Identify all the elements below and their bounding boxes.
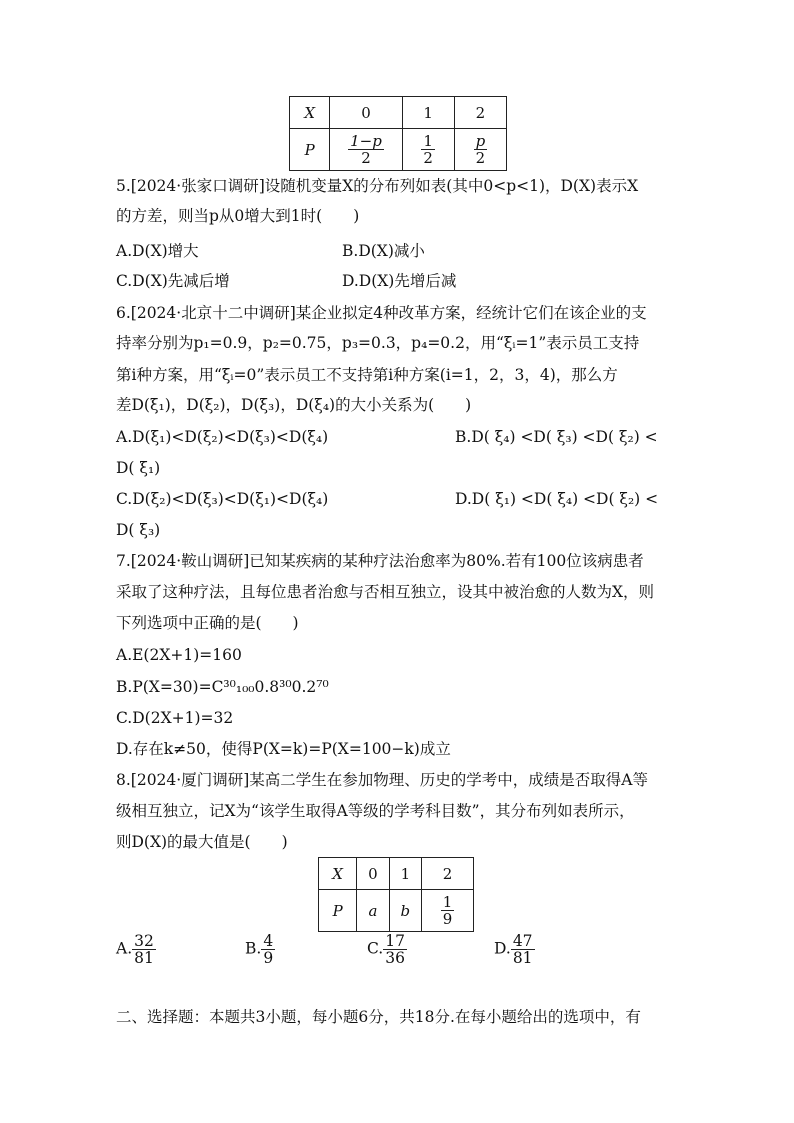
q7-option-c: C.D(2X+1)=32 <box>116 709 234 727</box>
q8-option-d: D. $\frac{47}{81}$ <box>494 932 533 967</box>
q7-option-b: B.P(X=30)=C³⁰₁₀₀0.8³⁰0.2⁷⁰ <box>116 678 329 696</box>
q5-option-c: C.D(X)先减后增 <box>116 272 230 290</box>
q7-option-d: D.存在k≠50，使得P(X=k)=P(X=100−k)成立 <box>116 740 451 758</box>
q6-option-d-line1: D.D( ξ₁) <D( ξ₄) <D( ξ₂) < <box>455 490 659 508</box>
q7-stem-line2: 采取了这种疗法，且每位患者治愈与否相互独立，设其中被治愈的人数为X，则 <box>116 583 655 601</box>
q8-option-b: B. $\frac{4}{9}$ <box>245 932 274 967</box>
table2-header-2: 2 <box>422 858 474 890</box>
q6-option-d-line2: D( ξ₃) <box>116 521 161 539</box>
distribution-table-2 <box>318 857 474 932</box>
q6-stem-line4: 差D(ξ₁)，D(ξ₂)，D(ξ₃)，D(ξ₄)的大小关系为( ) <box>116 396 472 414</box>
table-header-2: 2 <box>454 97 506 129</box>
q5-stem-line1: 5.[2024·张家口调研]设随机变量X的分布列如表(其中0<p<1)，D(X)表示X <box>116 177 639 195</box>
q5-option-d: D.D(X)先增后减 <box>342 272 457 290</box>
q5-option-b: B.D(X)减小 <box>342 242 425 260</box>
table-header-x: X <box>290 97 330 129</box>
q6-stem-line2: 持率分别为p₁=0.9，p₂=0.75，p₃=0.3，p₄=0.2，用“ξᵢ=1”表示员工支持 <box>116 334 640 352</box>
table2-row-label-p: P <box>319 890 357 932</box>
table-header-0: 0 <box>330 97 402 129</box>
q6-option-b-line1: B.D( ξ₄) <D( ξ₃) <D( ξ₂) < <box>455 428 658 446</box>
q8-stem-line3: 则D(X)的最大值是( ) <box>116 833 288 851</box>
q7-stem-line1: 7.[2024·鞍山调研]已知某疾病的某种疗法治愈率为80%.若有100位该病患者 <box>116 552 644 570</box>
q6-stem-line3: 第i种方案，用“ξᵢ=0”表示员工不支持第i种方案(i=1，2，3，4)，那么方 <box>116 366 618 384</box>
q5-option-a: A.D(X)增大 <box>116 242 199 260</box>
q5-stem-line2: 的方差，则当p从0增大到1时( ) <box>116 207 360 225</box>
q8-stem-line1: 8.[2024·厦门调研]某高二学生在参加物理、历史的学考中，成绩是否取得A等 <box>116 771 648 789</box>
q6-stem-line1: 6.[2024·北京十二中调研]某企业拟定4种改革方案，经统计它们在该企业的支 <box>116 304 647 322</box>
q6-option-c: C.D(ξ₂)<D(ξ₃)<D(ξ₁)<D(ξ₄) <box>116 490 329 508</box>
table-cell-p1: $\frac{1}{2}$ <box>402 129 454 171</box>
table2-header-1: 1 <box>389 858 421 890</box>
table2-cell-p2: $\frac{1}{9}$ <box>422 890 474 932</box>
table-cell-p2: $\frac{p}{2}$ <box>454 129 506 171</box>
section-2-heading: 二、选择题：本题共3小题，每小题6分，共18分.在每小题给出的选项中，有 <box>116 1008 641 1026</box>
q6-option-b-line2: D( ξ₁) <box>116 459 161 477</box>
table-row-label-p: P <box>290 129 330 171</box>
q7-stem-line3: 下列选项中正确的是( ) <box>116 614 299 632</box>
q8-stem-line2: 级相互独立，记X为“该学生取得A等级的学考科目数”，其分布列如表所示， <box>116 802 635 820</box>
table2-header-x: X <box>319 858 357 890</box>
q8-option-a: A. $\frac{32}{81}$ <box>116 932 154 967</box>
distribution-table-1 <box>289 96 507 171</box>
q6-option-a: A.D(ξ₁)<D(ξ₂)<D(ξ₃)<D(ξ₄) <box>116 428 329 446</box>
table2-cell-b: b <box>389 890 421 932</box>
table2-cell-a: a <box>357 890 389 932</box>
table2-header-0: 0 <box>357 858 389 890</box>
table-header-1: 1 <box>402 97 454 129</box>
q8-option-c: C. $\frac{17}{36}$ <box>367 932 405 967</box>
table-cell-p0: $\frac{1-p}{2}$ <box>330 129 402 171</box>
q7-option-a: A.E(2X+1)=160 <box>116 646 242 664</box>
